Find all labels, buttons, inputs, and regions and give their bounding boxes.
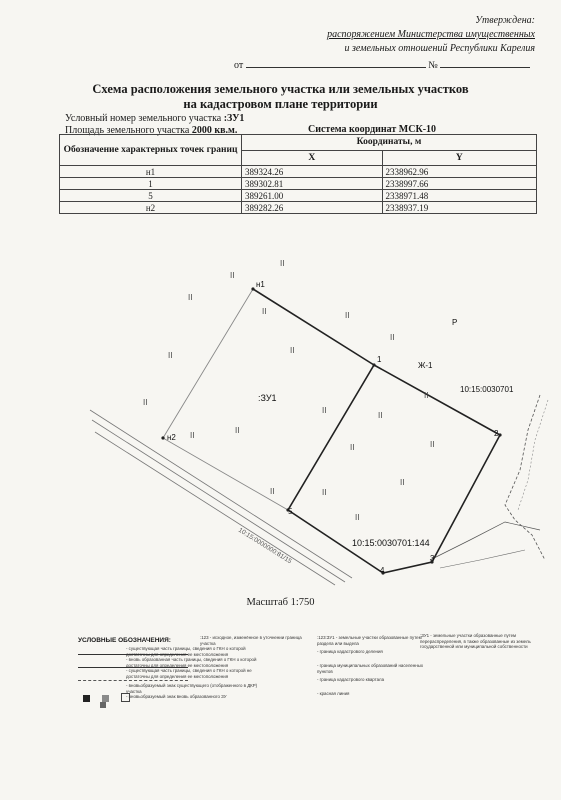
label-quarter: 10:15:0030701 — [460, 385, 514, 394]
hatch-mark: II — [290, 346, 295, 355]
legend-item: - вновь образованная часть границы, сведения о ГКН о которой достаточны для определения ее местоположения — [126, 657, 257, 668]
cell-x: 389261.00 — [242, 190, 383, 202]
legend-item: - существующая часть границы, сведения о ГКН о которой не достаточны для определения ее местоположения — [126, 668, 252, 679]
cell-x: 389282.26 — [242, 202, 383, 214]
legend-title: УСЛОВНЫЕ ОБОЗНАЧЕНИЯ: — [78, 637, 171, 644]
coordinate-system: Система координат МСК-10 — [308, 124, 437, 135]
hatch-mark: II — [424, 391, 429, 400]
legend-item: - красная линия — [317, 691, 350, 696]
label-existing-parcel: 10:15:0030701:144 — [352, 538, 430, 548]
legend-item: - граница муниципальных образований населенных пунктов — [317, 663, 424, 674]
hatch-mark: II — [280, 259, 285, 268]
hatch-mark: II — [378, 411, 383, 420]
hatch-mark: II — [262, 307, 267, 316]
label-n2: н2 — [167, 433, 176, 442]
hatch-mark: II — [430, 440, 435, 449]
hatch-mark: II — [190, 431, 195, 440]
label-zone: Ж-1 — [418, 361, 433, 370]
road-line — [92, 420, 345, 582]
label-5: 5 — [288, 507, 293, 516]
title-line-1: Схема расположения земельного участка или земельных участков — [92, 82, 469, 96]
map-scale: Масштаб 1:750 — [246, 597, 315, 608]
legend-item: - существующая часть границы, сведения о ГКН о которой достаточны для определения ее местоположения — [126, 646, 246, 657]
vertex-2 — [498, 433, 501, 436]
parcel-shared-edge — [253, 289, 374, 365]
hatch-mark: II — [355, 513, 360, 522]
hatch-marks — [143, 259, 434, 522]
legend-symbols — [83, 689, 130, 707]
lower-boundary-2 — [440, 550, 525, 568]
vertex-n2 — [161, 436, 164, 439]
header-y: Y — [382, 150, 537, 166]
approval-line-ministry-2: и земельных отношений Республики Карелия — [344, 43, 535, 54]
hatch-mark: II — [350, 443, 355, 452]
empty-square-icon — [121, 693, 130, 702]
label-zu1: :ЗУ1 — [258, 393, 277, 403]
cell-x: 389324.26 — [242, 166, 383, 178]
legend-item: - вновьобразуемый знак существующего (отображенного в ДКР) участка — [126, 683, 258, 694]
black-square-icon — [83, 695, 90, 702]
vertex-1 — [372, 363, 375, 366]
hatch-mark: II — [270, 487, 275, 496]
cell-point: н2 — [60, 202, 242, 214]
legend-item: - граница кадастрового деления — [317, 649, 383, 654]
header-coords: Координаты, м — [242, 135, 537, 151]
hatch-mark: II — [400, 478, 405, 487]
cell-x: 389302.81 — [242, 178, 383, 190]
title-line-2: на кадастровом плане территории — [183, 97, 378, 111]
grey-square-icon — [102, 695, 109, 702]
legend-item: :123 - исходное, изменённое в уточнении граница участка — [200, 635, 302, 646]
approval-line-ministry: распоряжением Министерства имущественных — [327, 29, 535, 40]
label-2: 2 — [494, 429, 499, 438]
legend-item: - граница кадастрового квартала — [317, 677, 385, 682]
header-point: Обозначение характерных точек границ — [60, 135, 242, 166]
legend-item: - вновьобразуемый знак вновь образованного ЗУ — [126, 694, 227, 699]
header-x: X — [242, 150, 383, 166]
cell-point: 1 — [60, 178, 242, 190]
hatch-mark: II — [322, 406, 327, 415]
vertex-points — [161, 287, 501, 574]
small-square-icon — [100, 702, 106, 708]
hatch-mark: II — [235, 426, 240, 435]
hatch-mark: II — [322, 488, 327, 497]
approval-heading: Утверждена: — [475, 15, 535, 26]
label-1: 1 — [377, 355, 382, 364]
approval-from-label: от — [234, 60, 244, 71]
legend-column-3 — [420, 633, 538, 650]
cell-y: 2338937.19 — [382, 202, 537, 214]
legend-column-2a — [200, 635, 310, 646]
parcel-area-label: Площадь земельного участка — [65, 125, 190, 136]
approval-number-label: № — [428, 60, 438, 71]
legend-column-1 — [126, 646, 266, 705]
hatch-mark: II — [143, 398, 148, 407]
map-labels — [167, 280, 514, 575]
cell-point: 5 — [60, 190, 242, 202]
quarter-boundary — [505, 395, 545, 560]
road-line — [95, 432, 335, 585]
label-p: Р — [452, 318, 458, 327]
vertex-n1 — [251, 287, 254, 290]
parcel-number-label: Условный номер земельного участка — [65, 113, 222, 124]
legend-item: :123:ЗУ1 - земельные участки образованные путем раздела или выдела — [317, 635, 422, 646]
hatch-mark: II — [188, 293, 193, 302]
label-road: 10:15:0000000:81/15 — [236, 526, 293, 566]
hatch-mark: II — [390, 333, 395, 342]
parcel-area-value: 2000 кв.м. — [191, 125, 238, 136]
hatch-mark: II — [345, 311, 350, 320]
hatch-mark: II — [230, 271, 235, 280]
label-n1: н1 — [256, 280, 265, 289]
hatch-mark: II — [168, 351, 173, 360]
cell-y: 2338997.66 — [382, 178, 537, 190]
label-4: 4 — [380, 566, 385, 575]
parcel-number-value: :ЗУ1 — [223, 113, 245, 124]
cell-y: 2338962.96 — [382, 166, 537, 178]
cell-y: 2338971.48 — [382, 190, 537, 202]
legend-column-2 — [317, 635, 427, 705]
label-3: 3 — [430, 554, 435, 563]
legend-item: :ЗУ1 - земельные участки образованные путем перераспределения, в также образованные из земель государственной или муниципальной собственности — [420, 633, 531, 649]
cell-point: н1 — [60, 166, 242, 178]
